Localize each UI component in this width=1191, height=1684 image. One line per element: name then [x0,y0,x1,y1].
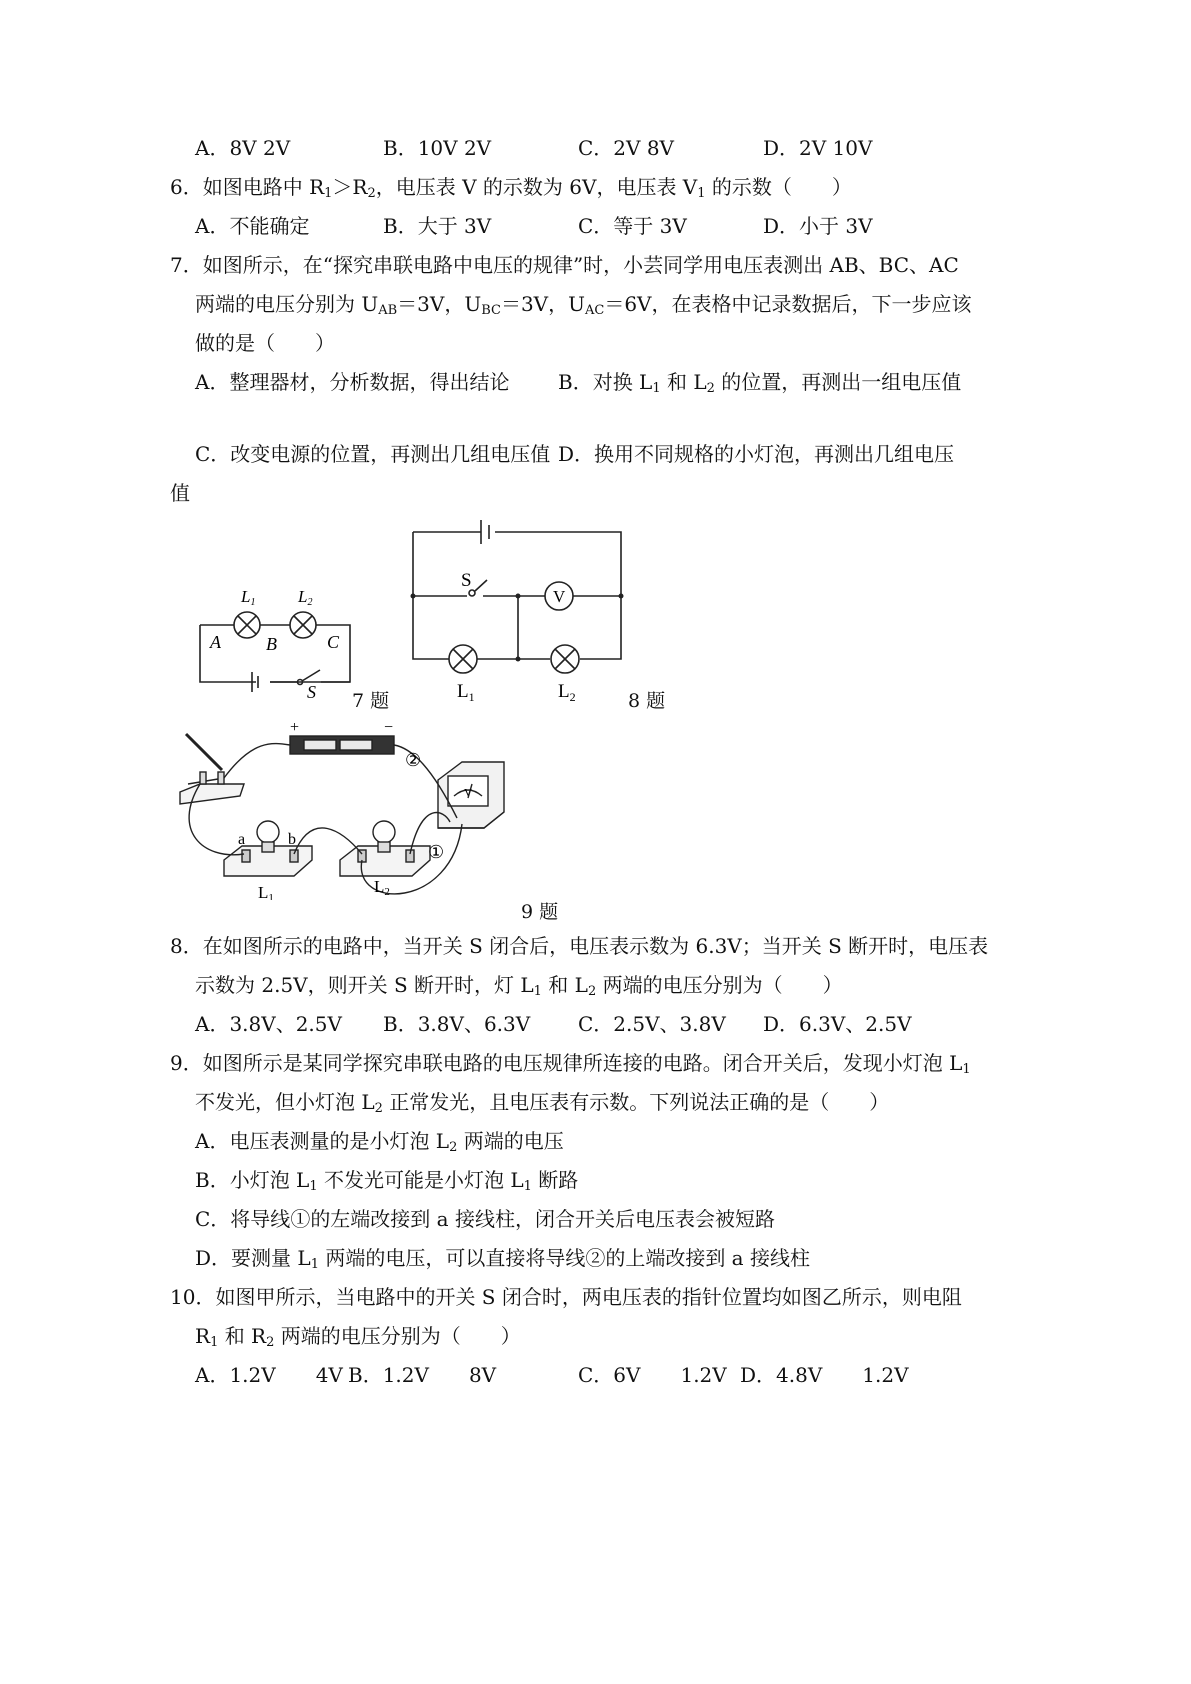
fig9-label-plus: + [290,720,300,736]
figure-7-caption: 7 题 [352,690,390,712]
q7-option-d: D．换用不同规格的小灯泡，再测出几组电压 [558,442,955,466]
q8-option-b: B．3.8V、6.3V [383,1012,531,1036]
figure-9-caption: 9 题 [521,901,559,923]
q9-stem-line1: 9．如图所示是某同学探究串联电路的电压规律所连接的电路。闭合开关后，发现小灯泡 $L_1$ [170,1051,971,1077]
q10-option-c: C．6V 1.2V [578,1363,727,1387]
q9-option-b: B．小灯泡 $L_1$ 不发光可能是小灯泡 $L_1$ 断路 [195,1168,579,1194]
q8-option-c: C．2.5V、3.8V [578,1012,726,1036]
fig7-label-a: A [210,632,221,652]
fig9-label-l2: L2 [374,877,390,898]
q7-stem-line1: 7．如图所示，在“探究串联电路中电压的规律”时，小芸同学用电压表测出 AB、BC、AC [170,253,959,277]
fig8-label-v: V [553,587,566,606]
fig8-label-l2: $L_2$ [558,681,576,704]
q10-stem-line1: 10．如图甲所示，当电路中的开关 S 闭合时，两电压表的指针位置均如图乙所示，则电阻 [170,1285,962,1309]
figure-8-caption: 8 题 [628,690,666,712]
figure-8-circuit [405,520,635,710]
q9-option-d: D．要测量 $L_1$ 两端的电压，可以直接将导线②的上端改接到 a 接线柱 [195,1246,810,1272]
q5-option-a: A．8V 2V [195,136,291,160]
q10-option-a: A．1.2V 4V [195,1363,343,1387]
q8-option-a: A．3.8V、2.5V [195,1012,342,1036]
fig8-label-s: S [461,570,472,591]
fig7-label-b: B [266,634,277,654]
figure-9-physical-circuit [172,720,532,900]
q6-option-d: D．小于 3V [763,214,873,238]
q10-option-d: D．4.8V 1.2V [740,1363,909,1387]
q8-stem-line2: 示数为 2.5V，则开关 S 断开时，灯 $L_1$ 和 $L_2$ 两端的电压分别为（ ） [195,973,843,999]
q9-option-a: A．电压表测量的是小灯泡 $L_2$ 两端的电压 [195,1129,564,1155]
fig7-label-s: S [307,682,316,700]
fig9-label-a: a [238,831,246,848]
q6-option-c: C．等于 3V [578,214,687,238]
q10-option-b: B．1.2V 8V [348,1363,497,1387]
q6-option-b: B．大于 3V [383,214,492,238]
fig9-label-minus: − [384,720,394,736]
fig7-label-l2: L2 [298,587,313,608]
q7-stem-line3: 做的是（ ） [195,331,335,355]
fig9-label-wire1: ① [428,842,445,862]
fig8-label-l1: $L_1$ [457,681,475,704]
q5-option-d: D．2V 10V [763,136,873,160]
q10-stem-line2: $R_1$ 和 $R_2$ 两端的电压分别为（ ） [195,1324,521,1350]
q6-option-a: A．不能确定 [195,214,310,238]
fig9-label-v: V [464,787,472,799]
q7-stem-line2: 两端的电压分别为 $U_{AB}=3V$，$U_{BC}=3V$，$U_{AC}=6V$，在表格中记录数据后，下一步应该 [195,292,972,318]
q7-option-d-continued: 值 [170,481,190,505]
q8-option-d: D．6.3V、2.5V [763,1012,912,1036]
fig9-label-l1: L1 [258,883,274,900]
fig9-label-wire2: ② [405,750,422,770]
q7-option-a: A．整理器材，分析数据，得出结论 [195,370,510,394]
q9-stem-line2: 不发光，但小灯泡 $L_2$ 正常发光，且电压表有示数。下列说法正确的是（ ） [195,1090,890,1116]
q9-option-c: C．将导线①的左端改接到 a 接线柱，闭合开关后电压表会被短路 [195,1207,775,1231]
figure-7-circuit [190,580,370,700]
q7-option-c: C．改变电源的位置，再测出几组电压值 [195,442,551,466]
q7-option-b: B．对换 $L_1$ 和 $L_2$ 的位置，再测出一组电压值 [558,370,962,396]
q6-stem: 6．如图电路中 $R_1>R_2$，电压表 V 的示数为 6V，电压表 $V_1$ 的示数（ ） [170,175,852,201]
fig9-label-b: b [288,831,296,848]
q5-option-c: C．2V 8V [578,136,674,160]
q8-stem-line1: 8．在如图所示的电路中，当开关 S 闭合后，电压表示数为 6.3V；当开关 S 断开时，电压表 [170,934,989,958]
q5-option-b: B．10V 2V [383,136,492,160]
fig7-label-c: C [327,632,340,652]
fig7-label-l1: L1 [241,587,256,608]
